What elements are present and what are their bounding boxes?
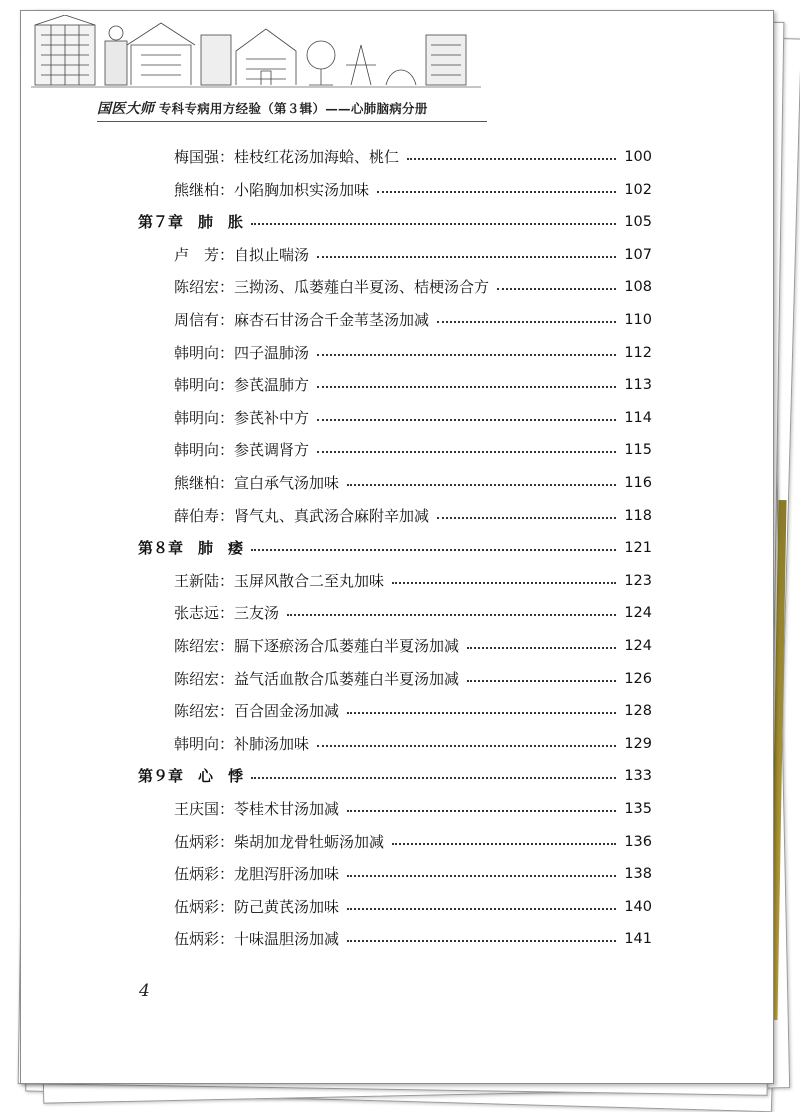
toc-leader-dots — [287, 614, 616, 616]
toc-entry — [174, 601, 652, 625]
toc-page-number: 102 — [624, 181, 652, 198]
toc-entry — [174, 471, 652, 495]
toc-leader-dots — [392, 843, 616, 845]
toc-page-number: 110 — [624, 312, 652, 328]
toc-entry-title: 伍炳彩：柴胡加龙骨牡蛎汤加减 — [174, 832, 385, 851]
toc-entry-title: 熊继柏：小陷胸加枳实汤加味 — [174, 180, 370, 199]
toc-entry-title: 伍炳彩：龙胆泻肝汤加味 — [174, 865, 340, 884]
toc-entry-title: 韩明向：参芪调肾方 — [174, 441, 310, 460]
toc-entry — [174, 373, 652, 397]
toc-entry — [174, 927, 652, 951]
toc-entry — [174, 406, 652, 430]
toc-page-number: 121 — [624, 540, 652, 557]
toc-entry — [174, 569, 652, 593]
toc-chapter-heading — [138, 536, 652, 560]
toc-entry-title: 第８章 肺 痿 — [138, 539, 244, 558]
toc-page-number: 108 — [624, 279, 652, 296]
toc-entry — [174, 243, 652, 267]
toc-leader-dots — [347, 712, 616, 714]
running-header — [97, 98, 428, 118]
toc-page-number: 138 — [624, 866, 652, 883]
toc-page-number: 124 — [624, 605, 652, 622]
toc-entry-title: 第７章 肺 胀 — [138, 213, 244, 232]
series-brand: 国医大师 — [97, 101, 155, 117]
toc-page-number: 116 — [624, 475, 652, 491]
toc-leader-dots — [437, 321, 616, 323]
toc-entry — [174, 797, 652, 821]
toc-entry — [174, 275, 652, 299]
toc-leader-dots — [251, 549, 616, 551]
toc-page-number: 135 — [624, 801, 652, 817]
toc-entry-title: 韩明向：参芪补中方 — [174, 408, 310, 427]
toc-entry — [174, 504, 652, 528]
toc-entry-title: 熊继柏：宣白承气汤加味 — [174, 474, 340, 492]
toc-page-number: 114 — [624, 409, 652, 426]
toc-entry — [174, 341, 652, 365]
toc-leader-dots — [347, 940, 616, 942]
toc-entry-title: 韩明向：补肺汤加味 — [174, 734, 310, 753]
toc-page-number: 140 — [624, 898, 652, 915]
toc-leader-dots — [317, 745, 616, 747]
toc-entry — [174, 895, 652, 919]
toc-leader-dots — [317, 256, 616, 258]
toc-leader-dots — [317, 354, 616, 356]
toc-entry — [174, 178, 652, 202]
toc-leader-dots — [467, 680, 616, 682]
toc-page-number: 124 — [624, 638, 652, 654]
toc-chapter-heading — [138, 764, 652, 788]
toc-entry — [174, 145, 652, 169]
toc-page-number: 118 — [624, 507, 652, 524]
toc-leader-dots — [251, 223, 616, 225]
toc-leader-dots — [377, 191, 616, 193]
book-subtitle: 专科专病用方经验（第３辑）——心肺脑病分册 — [158, 101, 428, 116]
toc-entry-title: 陈绍宏：三拗汤、瓜蒌薤白半夏汤、桔梗汤合方 — [174, 278, 490, 297]
toc-leader-dots — [251, 777, 616, 779]
toc-entry-title: 陈绍宏：膈下逐瘀汤合瓜蒌薤白半夏汤加减 — [174, 637, 460, 655]
toc-page-number: 112 — [624, 344, 652, 361]
toc-page-number: 113 — [624, 377, 652, 394]
book-page — [20, 10, 774, 1084]
toc-entry — [174, 634, 652, 658]
toc-chapter-heading — [138, 210, 652, 234]
toc-leader-dots — [347, 908, 616, 910]
toc-entry — [174, 308, 652, 332]
header-rule — [97, 121, 487, 122]
page-number: 4 — [139, 981, 150, 1001]
toc-entry-title: 卢 芳：自拟止喘汤 — [174, 245, 310, 264]
toc-leader-dots — [347, 875, 616, 877]
toc-entry — [174, 862, 652, 886]
toc-entry-title: 王庆国：苓桂术甘汤加减 — [174, 800, 340, 818]
toc-entry — [174, 667, 652, 691]
toc-page-number: 129 — [624, 735, 652, 752]
toc-page-number: 141 — [624, 931, 652, 948]
toc-entry — [174, 699, 652, 723]
toc-entry-title: 第９章 心 悸 — [138, 767, 244, 786]
toc-leader-dots — [317, 386, 616, 388]
toc-leader-dots — [392, 582, 616, 584]
toc-entry-title: 陈绍宏：百合固金汤加减 — [174, 702, 340, 721]
toc-page-number: 128 — [624, 703, 652, 720]
toc-leader-dots — [497, 288, 616, 290]
toc-page-number: 115 — [624, 442, 652, 459]
toc-entry-title: 周信有：麻杏石甘汤合千金苇茎汤加减 — [174, 311, 430, 329]
toc-entry-title: 伍炳彩：防己黄芪汤加味 — [174, 897, 340, 916]
toc-page-number: 133 — [624, 768, 652, 785]
toc-leader-dots — [347, 484, 616, 486]
toc-entry-title: 陈绍宏：益气活血散合瓜蒌薤白半夏汤加减 — [174, 669, 460, 688]
toc-page-number: 123 — [624, 572, 652, 589]
toc-entry-title: 王新陆：玉屏风散合二至丸加味 — [174, 571, 385, 590]
toc-page-number: 126 — [624, 670, 652, 687]
toc-entry-title: 张志远：三友汤 — [174, 604, 280, 623]
toc-page-number: 136 — [624, 833, 652, 850]
toc-entry-title: 韩明向：参芪温肺方 — [174, 376, 310, 395]
toc-leader-dots — [317, 451, 616, 453]
toc-entry-title: 薛伯寿：肾气丸、真武汤合麻附辛加减 — [174, 506, 430, 525]
toc-entry-title: 伍炳彩：十味温胆汤加减 — [174, 930, 340, 949]
toc-leader-dots — [347, 810, 616, 812]
toc-leader-dots — [407, 158, 616, 160]
toc-leader-dots — [467, 647, 616, 649]
header-illustration — [31, 15, 481, 93]
toc-page-number: 100 — [624, 149, 652, 165]
toc-entry — [174, 732, 652, 756]
toc-leader-dots — [437, 517, 616, 519]
toc-entry-title: 梅国强：桂枝红花汤加海蛤、桃仁 — [174, 148, 400, 166]
toc-page-number: 105 — [624, 214, 652, 231]
toc-entry — [174, 438, 652, 462]
toc-page-number: 107 — [624, 246, 652, 263]
toc-entry — [174, 830, 652, 854]
toc-leader-dots — [317, 419, 616, 421]
toc-entry-title: 韩明向：四子温肺汤 — [174, 343, 310, 362]
